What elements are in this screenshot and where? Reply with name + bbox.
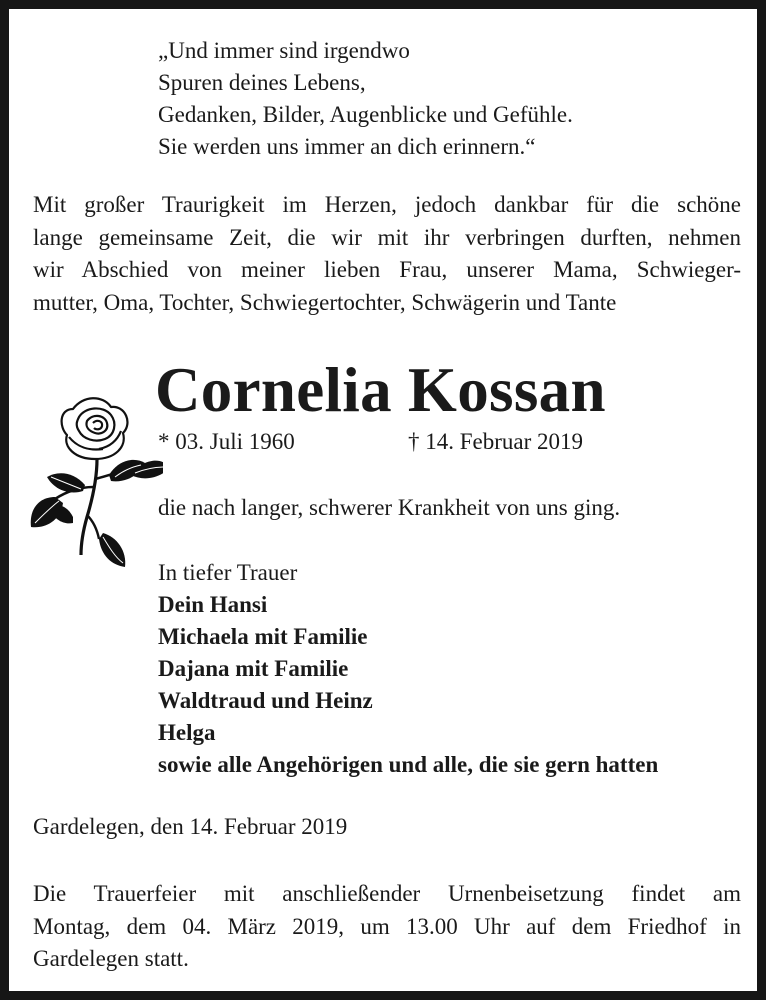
intro-line: wir Abschied von meiner lieben Frau, unserer Mama, Schwieger-	[33, 257, 741, 282]
death-date: † 14. Februar 2019	[408, 429, 584, 454]
intro-line: Mit großer Traurigkeit im Herzen, jedoch dankbar für die schöne	[33, 192, 741, 217]
poem-line: Spuren deines Lebens,	[158, 70, 366, 95]
intro-line: lange gemeinsame Zeit, die wir mit ihr verbringen durften, nehmen	[33, 224, 741, 250]
funeral-line: Montag, dem 04. März 2019, um 13.00 Uhr auf dem Friedhof in	[33, 913, 741, 939]
intro-paragraph	[33, 189, 741, 319]
poem-line: Sie werden uns immer an dich erinnern.“	[158, 134, 536, 159]
poem-line: „Und immer sind irgendwo	[158, 38, 410, 63]
mourner-name: Waldtraud und Heinz	[158, 688, 373, 713]
funeral-line: Die Trauerfeier mit anschließender Urnenbeisetzung findet am	[33, 881, 741, 906]
poem-line: Gedanken, Bilder, Augenblicke und Gefühle.	[158, 102, 573, 127]
mourner-name: Dajana mit Familie	[158, 656, 349, 681]
mourner-name: Michaela mit Familie	[158, 624, 368, 649]
mourner-name: sowie alle Angehörigen und alle, die sie gern hatten	[158, 752, 659, 777]
mourner-name: Dein Hansi	[158, 592, 268, 617]
passing-statement: die nach langer, schwerer Krankheit von uns ging.	[158, 495, 621, 520]
rose-icon	[23, 387, 163, 567]
birth-date: * 03. Juli 1960	[158, 429, 295, 454]
place-and-date: Gardelegen, den 14. Februar 2019	[33, 814, 348, 839]
mourners-list	[158, 557, 658, 781]
funeral-info	[33, 878, 741, 976]
life-dates	[158, 429, 584, 455]
mourner-name: Helga	[158, 720, 216, 745]
mourning-lead: In tiefer Trauer	[158, 560, 298, 585]
funeral-line: Gardelegen statt.	[33, 946, 189, 971]
memorial-poem	[158, 35, 573, 163]
deceased-name: Cornelia Kossan	[155, 355, 606, 425]
intro-line: mutter, Oma, Tochter, Schwiegertochter, Schwägerin und Tante	[33, 289, 617, 315]
